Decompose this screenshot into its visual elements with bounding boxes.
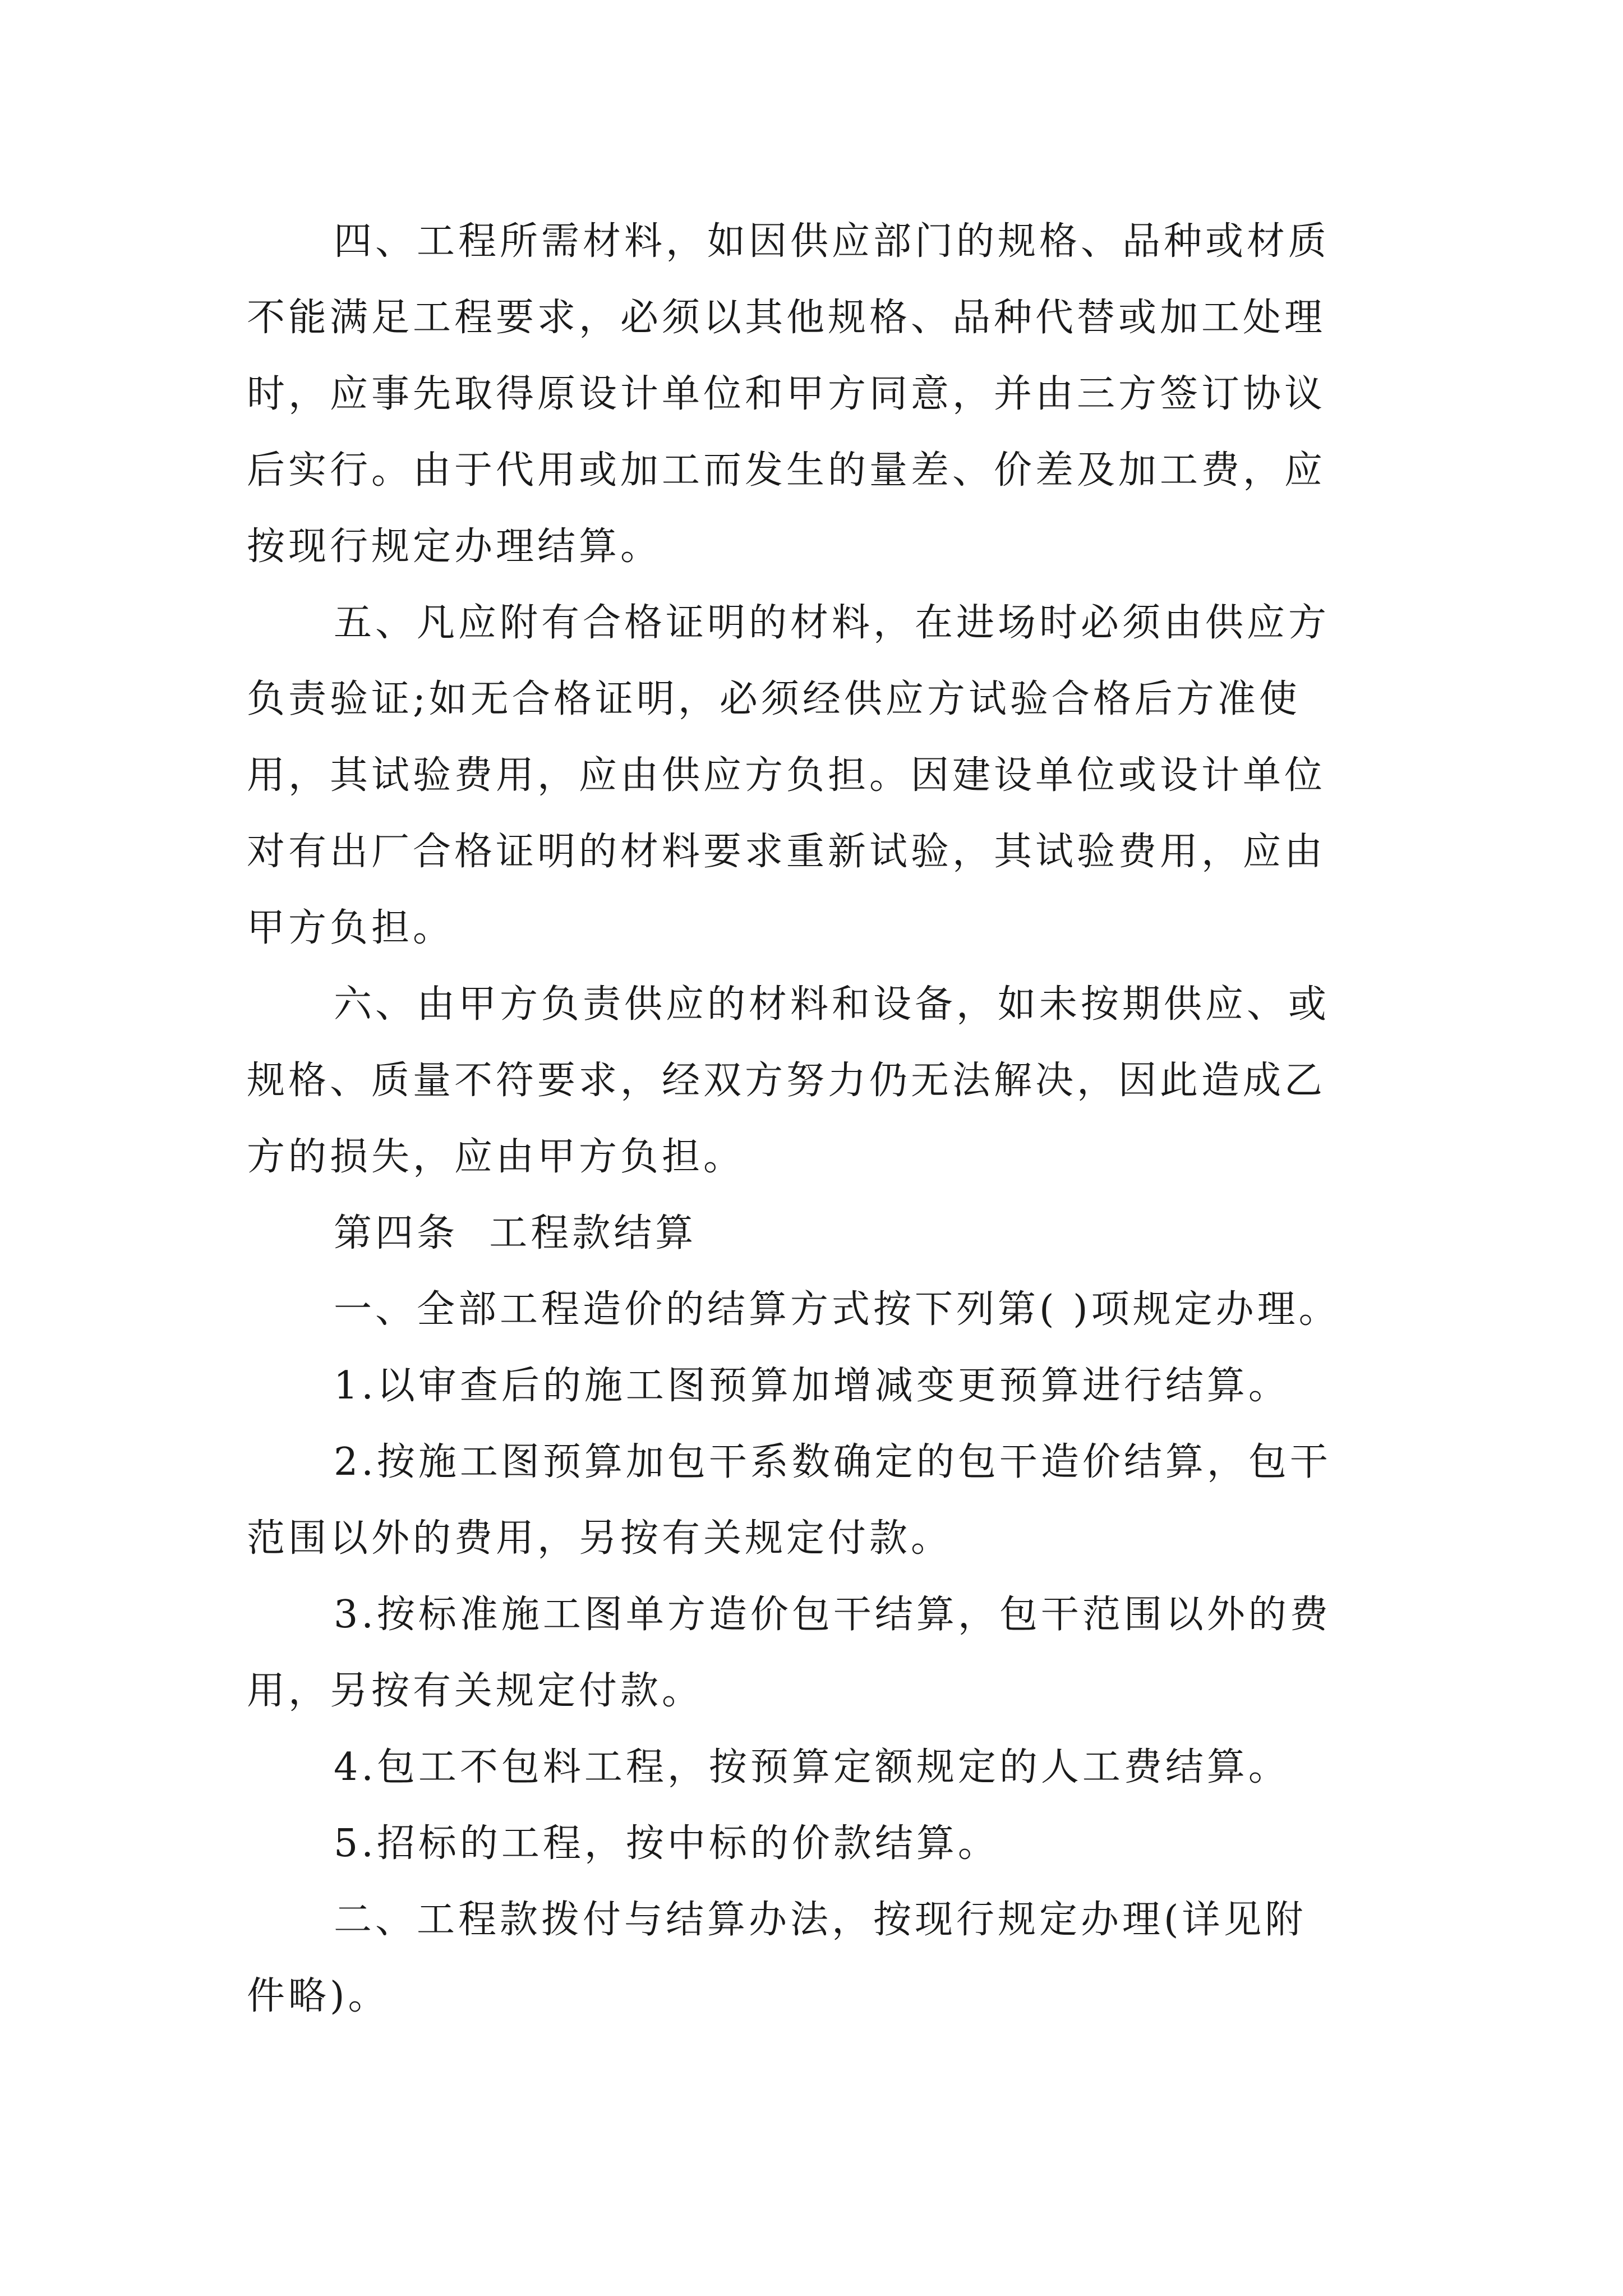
settlement-option-5: 5.招标的工程，按中标的价款结算。 — [334, 1821, 999, 1866]
settlement-clause-1: 一、全部工程造价的结算方式按下列第( )项规定办理。 — [334, 1287, 1340, 1332]
paragraph-4-line-3: 时，应事先取得原设计单位和甲方同意，并由三方签订协议 — [247, 372, 1326, 416]
paragraph-5-line-4: 对有出厂合格证明的材料要求重新试验，其试验费用，应由 — [247, 830, 1326, 874]
paragraph-4-line-5: 按现行规定办理结算。 — [247, 524, 662, 569]
settlement-option-1: 1.以审查后的施工图预算加增减变更预算进行结算。 — [334, 1364, 1290, 1408]
article-4-heading: 第四条 工程款结算 — [334, 1211, 697, 1255]
settlement-option-3-line-1: 3.按标准施工图单方造价包干结算，包干范围以外的费 — [334, 1593, 1331, 1637]
paragraph-5-line-2: 负责验证;如无合格证明，必须经供应方试验合格后方准使 — [247, 677, 1301, 721]
settlement-option-4: 4.包工不包料工程，按预算定额规定的人工费结算。 — [334, 1745, 1290, 1789]
paragraph-5-line-5: 甲方负担。 — [247, 906, 455, 950]
settlement-option-3-line-2: 用，另按有关规定付款。 — [247, 1669, 704, 1713]
settlement-clause-2-line-1: 二、工程款拨付与结算办法，按现行规定办理(详见附 — [334, 1898, 1307, 1942]
paragraph-6-line-3: 方的损失，应由甲方负担。 — [247, 1135, 745, 1179]
settlement-option-2-line-2: 范围以外的费用，另按有关规定付款。 — [247, 1516, 953, 1561]
paragraph-6-line-2: 规格、质量不符要求，经双方努力仍无法解决，因此造成乙 — [247, 1059, 1326, 1103]
settlement-clause-2-line-2: 件略)。 — [247, 1974, 390, 2018]
paragraph-5-line-3: 用，其试验费用，应由供应方负担。因建设单位或设计单位 — [247, 753, 1326, 798]
paragraph-5-line-1: 五、凡应附有合格证明的材料，在进场时必须由供应方 — [334, 601, 1330, 645]
settlement-option-2-line-1: 2.按施工图预算加包干系数确定的包干造价结算，包干 — [334, 1440, 1331, 1484]
paragraph-4-line-1: 四、工程所需材料，如因供应部门的规格、品种或材质 — [334, 219, 1330, 264]
paragraph-6-line-1: 六、由甲方负责供应的材料和设备，如未按期供应、或 — [334, 982, 1330, 1027]
paragraph-4-line-4: 后实行。由于代用或加工而发生的量差、价差及加工费，应 — [247, 448, 1326, 493]
paragraph-4-line-2: 不能满足工程要求，必须以其他规格、品种代替或加工处理 — [247, 296, 1326, 340]
